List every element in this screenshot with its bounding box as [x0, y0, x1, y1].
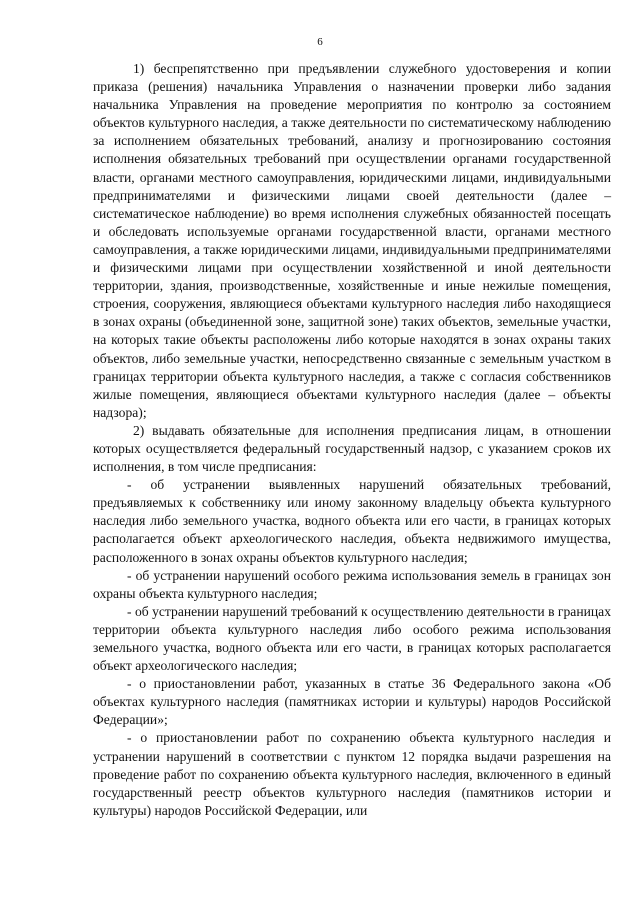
paragraph-item-1: 1) беспрепятственно при предъявлении служебного удостоверения и копии приказа (решения) начальника Управления о назначении проверки либо задания начальника Управления на проведение мероприятия по контролю за состоянием объектов культурного наследия, а также деятельности по систематическому наблюдению за исполнением обязательных требований, анализу и прогнозированию состояния исполнения обязательных требований при осуществлении органами государственной власти, органами местного самоуправления, юридическими лицами, индивидуальными предпринимателями и физическими лицами своей деятельности (далее – систематическое наблюдение) во время исполнения служебных обязанностей посещать и обследовать используемые органами государственной власти, органами местного самоуправления, а также юридическими лицами, индивидуальными предпринимателями и физическими лицами при осуществлении хозяйственной и иной деятельности территории, здания, производственные, хозяйственные и иные нежилые помещения, строения, сооружения, являющиеся объектами культурного наследия либо находящиеся в зонах охраны (объединенной зоне, защитной зоне) таких объектов, земельные участки, на которых такие объекты расположены либо которые находятся в зонах охраны таких объектов, либо земельные участки, непосредственно связанные с земельным участком в границах территории объекта культурного наследия, а также с согласия собственников жилые помещения, являющиеся объектами культурного наследия (далее – объекты надзора); [93, 61, 611, 420]
list-item: - об устранении выявленных нарушений обязательных требований, предъявляемых к собственнику или иному законному владельцу объекта культурного наследия либо земельного участка, водного объекта или его части, в границах которых располагается объект археологического наследия, объекта недвижимого имущества, расположенного в зонах охраны объектов культурного наследия; [93, 477, 611, 565]
list-item: - об устранении нарушений особого режима использования земель в границах зон охраны объекта культурного наследия; [93, 567, 611, 601]
page-number: 6 [317, 36, 323, 48]
document-body [93, 60, 611, 820]
list-item: - об устранении нарушений требований к осуществлению деятельности в границах территории объекта культурного наследия либо особого режима использования земельного участка, водного объекта или его части, в границах которых располагается объект археологического наследия; [93, 603, 611, 674]
list-item: - о приостановлении работ по сохранению объекта культурного наследия и устранении нарушений в соответствии с пунктом 12 порядка выдачи разрешения на проведение работ по сохранению объекта культурного наследия, включенного в единый государственный реестр объектов культурного наследия (памятников истории и культуры) народов Российской Федерации, или [93, 730, 611, 818]
paragraph-item-2: 2) выдавать обязательные для исполнения предписания лицам, в отношении которых осуществляется федеральный государственный надзор, с указанием сроков их исполнения, в том числе предписания: [93, 422, 611, 475]
list-item: - о приостановлении работ, указанных в статье 36 Федерального закона «Об объектах культурного наследия (памятниках истории и культуры) народов Российской Федерации»; [93, 676, 611, 728]
